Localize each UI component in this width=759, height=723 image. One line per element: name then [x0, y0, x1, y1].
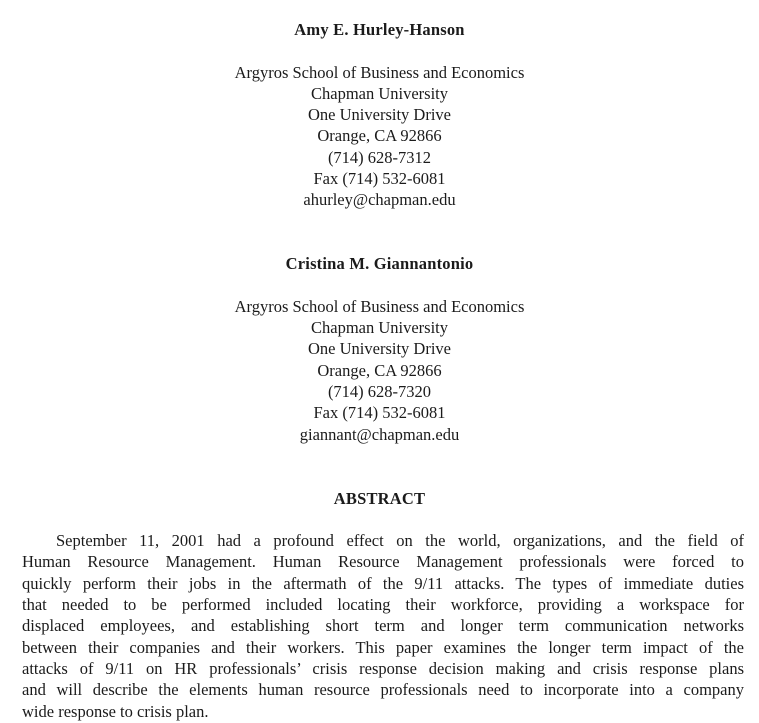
affiliation-line: Chapman University — [310, 83, 449, 103]
author-block — [0, 19, 759, 211]
author-name: Cristina M. Giannantonio — [285, 254, 474, 274]
author-email: ahurley@chapman.edu — [303, 190, 456, 210]
affiliation-line: One University Drive — [308, 339, 451, 359]
abstract-line: wide response to crisis plan. — [22, 701, 209, 721]
author-fax: Fax (714) 532-6081 — [313, 403, 446, 423]
abstract-heading: ABSTRACT — [333, 488, 426, 508]
author-phone: (714) 628-7320 — [327, 382, 432, 402]
abstract-line: between their companies and their workers. This paper examines the longer term impact of the — [22, 637, 744, 657]
author-block — [0, 253, 759, 445]
abstract-line: Human Resource Management. Human Resource Management professionals were forced to — [22, 552, 744, 572]
affiliation-line: One University Drive — [308, 105, 451, 125]
abstract-line: quickly perform their jobs in the aftermath of the 9/11 attacks. The types of immediate duties — [22, 573, 744, 593]
affiliation-line: Chapman University — [310, 318, 449, 338]
abstract-line: that needed to be performed included locating their workforce, providing a workspace for — [22, 595, 744, 615]
abstract-line: attacks of 9/11 on HR professionals’ crisis response decision making and crisis response plans — [22, 658, 744, 678]
affiliation-line: Argyros School of Business and Economics — [234, 296, 525, 316]
affiliation-line: Orange, CA 92866 — [317, 126, 442, 146]
abstract-line: September 11, 2001 had a profound effect on the world, organizations, and the field of — [56, 531, 744, 551]
author-name: Amy E. Hurley-Hanson — [294, 20, 465, 39]
affiliation-line: Orange, CA 92866 — [317, 360, 442, 380]
abstract-line: and will describe the elements human resource professionals need to incorporate into a company — [22, 680, 744, 700]
abstract-paragraph — [22, 530, 744, 722]
author-email: giannant@chapman.edu — [299, 424, 460, 444]
abstract-line: displaced employees, and establishing short term and longer term communication networks — [22, 616, 744, 636]
author-phone: (714) 628-7312 — [327, 147, 432, 167]
author-fax: Fax (714) 532-6081 — [313, 169, 446, 189]
affiliation-line: Argyros School of Business and Economics — [234, 62, 525, 82]
